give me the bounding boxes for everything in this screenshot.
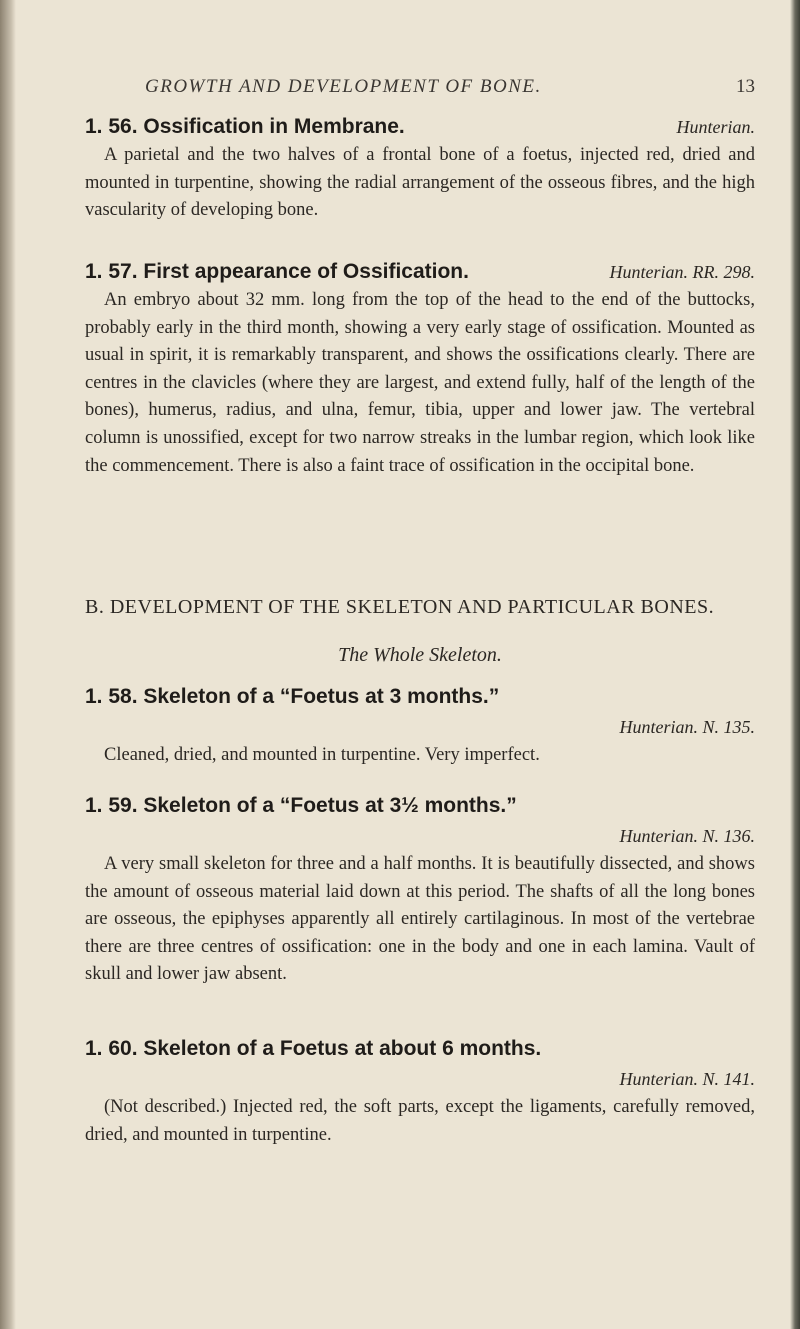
entry-header bbox=[85, 791, 755, 821]
entry-source: Hunterian. N. 136. bbox=[619, 826, 755, 846]
entry-header bbox=[85, 1034, 755, 1064]
running-head bbox=[85, 76, 755, 106]
section-heading: B. DEVELOPMENT OF THE SKELETON AND PARTICULAR BONES. bbox=[85, 596, 715, 618]
entry-header bbox=[85, 682, 755, 712]
catalogue-entry-1-60 bbox=[85, 1034, 755, 1149]
entry-title: 1. 60. Skeleton of a Foetus at about 6 months. bbox=[85, 1037, 542, 1060]
entry-description: A parietal and the two halves of a frontal bone of a foetus, injected red, dried and mounted in turpentine, showing the radial arrangement of the osseous fibres, and the high vascularity of developing bone. bbox=[85, 145, 755, 221]
running-title: GROWTH AND DEVELOPMENT OF BONE. bbox=[145, 76, 542, 97]
entry-header bbox=[85, 112, 755, 142]
entry-description: Cleaned, dried, and mounted in turpentine. Very imperfect. bbox=[104, 745, 540, 765]
entry-source: Hunterian. N. 141. bbox=[619, 1069, 755, 1089]
catalogue-entry-1-56 bbox=[85, 112, 755, 225]
entry-source: Hunterian. bbox=[676, 117, 755, 137]
entry-header bbox=[85, 257, 755, 287]
entry-source: Hunterian. RR. 298. bbox=[609, 262, 755, 282]
entry-source: Hunterian. N. 135. bbox=[619, 717, 755, 737]
entry-title: 1. 56. Ossification in Membrane. bbox=[85, 115, 405, 138]
catalogue-entry-1-57 bbox=[85, 257, 755, 480]
entry-description: A very small skeleton for three and a half months. It is beautifully dissected, and shows the amount of osseous material laid down at this period. The shafts of all the long bones are osseous, the epiphyses apparently all entirely cartilaginous. In most of the vertebrae there are three centres of ossification: one in the body and one in each lamina. Vault of skull and lower jaw absent. bbox=[85, 854, 755, 985]
entry-title: 1. 58. Skeleton of a “Foetus at 3 months.” bbox=[85, 685, 500, 708]
catalogue-entry-1-58 bbox=[85, 682, 755, 770]
entry-title: 1. 59. Skeleton of a “Foetus at 3½ months.” bbox=[85, 794, 517, 817]
sub-heading: The Whole Skeleton. bbox=[338, 644, 502, 666]
entry-title: 1. 57. First appearance of Ossification. bbox=[85, 260, 469, 283]
entry-description: An embryo about 32 mm. long from the top of the head to the end of the buttocks, probably early in the third month, showing a very early stage of ossification. Mounted as usual in spirit, it is remarkably transparent, and shows the ossifications clearly. There are centres in the clavicles (where they are largest, and extend fully, half of the length of the bones), humerus, radius, and ulna, femur, tibia, upper and lower jaw. The vertebral column is unossified, except for two narrow streaks in the lumbar region, which look like the commencement. There is also a faint trace of ossification in the occipital bone. bbox=[85, 290, 755, 476]
catalogue-entry-1-59 bbox=[85, 791, 755, 989]
entry-description: (Not described.) Injected red, the soft parts, except the ligaments, carefully removed, dried, and mounted in turpentine. bbox=[85, 1097, 755, 1145]
page-edge-shadow bbox=[790, 0, 800, 1329]
book-spine-shadow bbox=[0, 0, 16, 1329]
page-number: 13 bbox=[736, 76, 755, 97]
